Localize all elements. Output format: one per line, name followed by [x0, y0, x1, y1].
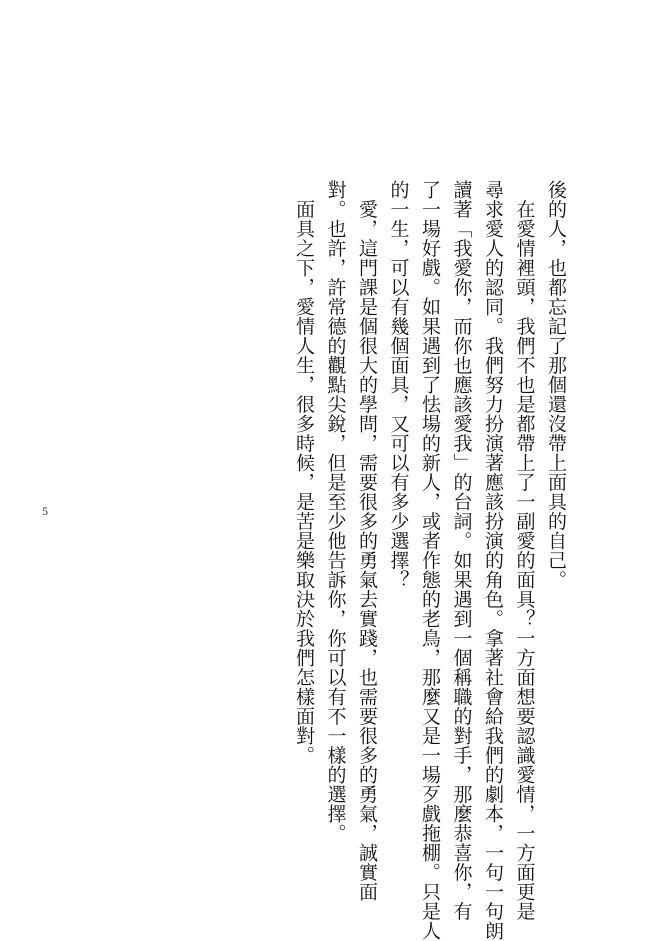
- text-column: 了一場好戲。如果遇到了怯場的新人，或者作態的老鳥，那麼又是一場歹戲拖棚。只是人: [419, 180, 441, 941]
- text-column: 面具之下，愛情人生，很多時候，是苦是樂取決於我們怎樣面對。: [293, 180, 315, 765]
- page-number: 5: [42, 504, 48, 518]
- text-column: 在愛情裡頭，我們不也是都帶上了一副愛的面具？一方面想要認識愛情，一方面更是: [513, 180, 536, 921]
- text-column: 尋求愛人的認同。我們努力扮演著應該扮演的角色。拿著社會給我們的劇本，一句一句朗: [482, 180, 504, 941]
- text-column: 對。也許，許常德的觀點尖銳，但是至少他告訴你，你可以有不一樣的選擇。: [324, 180, 347, 843]
- text-column: 的一生，可以有幾個面具，又可以有多少選擇？: [387, 180, 410, 590]
- vertical-text-body: [288, 180, 572, 941]
- text-column: 後的人，也都忘記了那個還沒帶上面具的自己。: [545, 180, 567, 590]
- text-column: 讀著「我愛你，而你也應該愛我」的台詞。如果遇到一個稱職的對手，那麼恭喜你，有: [450, 180, 473, 921]
- text-column: 愛，這門課是個很大的學問，需要很多的勇氣去實踐，也需要很多的勇氣，誠實面: [356, 180, 378, 902]
